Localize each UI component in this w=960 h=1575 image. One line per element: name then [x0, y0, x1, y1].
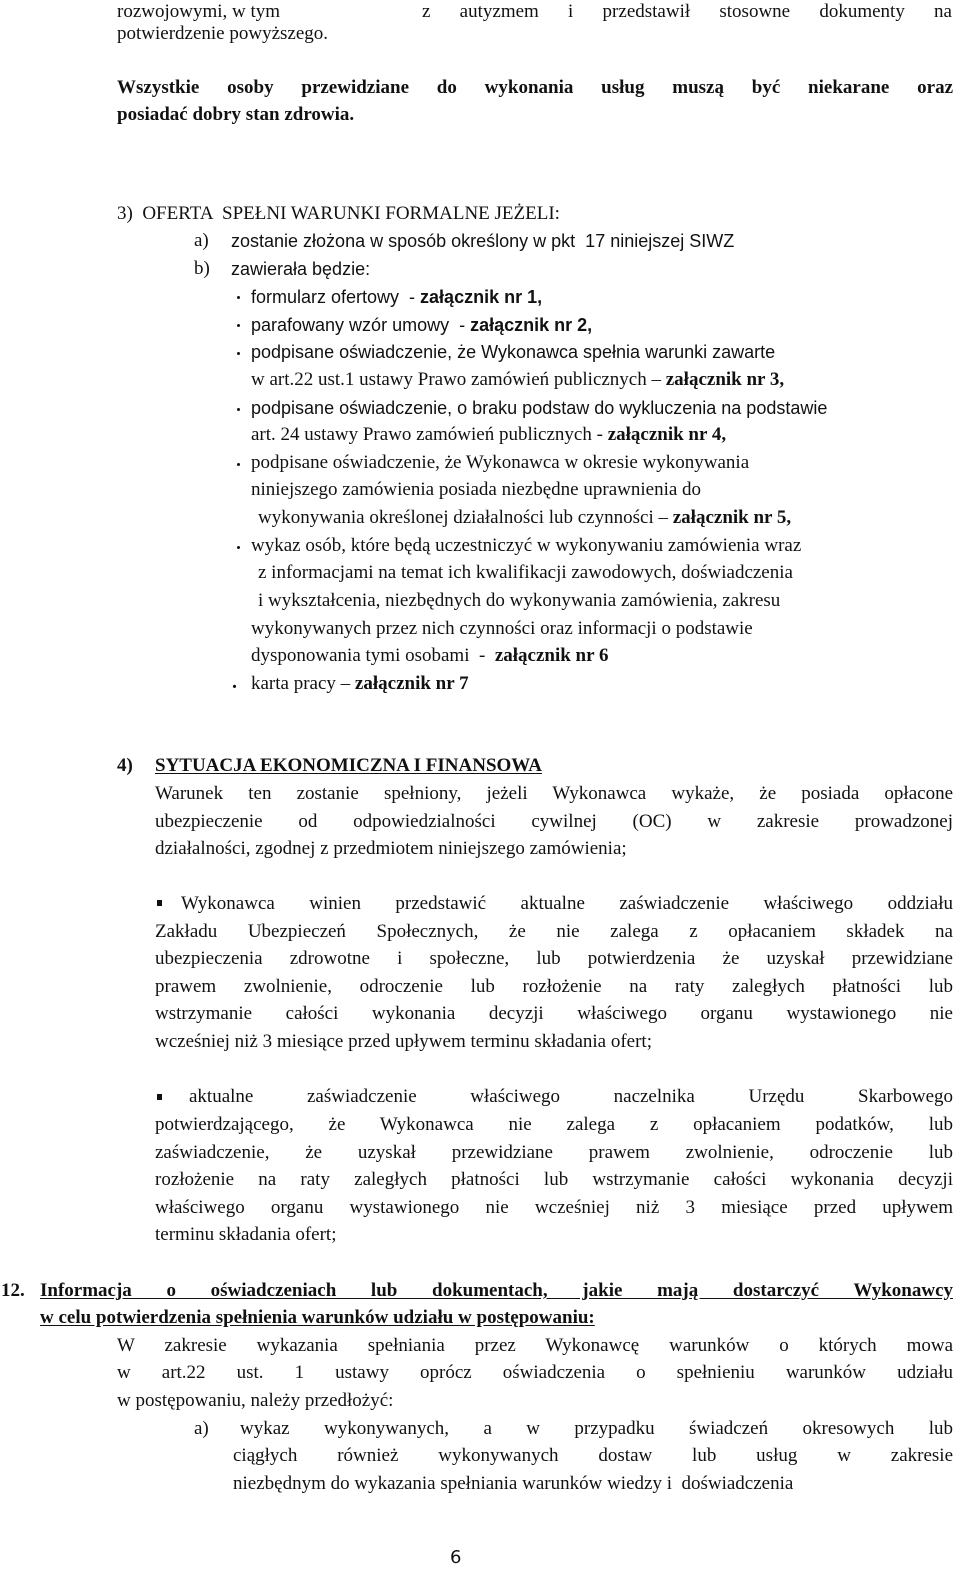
text-line: posiadać dobry stan zdrowia. [117, 104, 355, 125]
section-heading: Informacja o oświadczeniach lub dokumentach, jakie mają dostarczyć Wykonawcy [40, 1280, 953, 1301]
bullet-icon [237, 546, 240, 549]
text-line: ubezpieczenie od odpowiedzialności cywilnej (OC) w zakresie prowadzonej [155, 811, 953, 832]
list-item: wykaz osób, które będą uczestniczyć w wykonywaniu zamówienia wraz [251, 535, 802, 556]
bullet-icon [237, 296, 240, 299]
list-item: art. 24 ustawy Prawo zamówień publicznych - załącznik nr 4, [251, 424, 727, 445]
text-line: z autyzmem i przedstawił stosowne dokumenty na [422, 1, 952, 22]
list-item: niniejszego zamówienia posiada niezbędne uprawnienia do [251, 479, 702, 500]
text-line: Wszystkie osoby przewidziane do wykonania usług muszą być niekarane oraz [117, 77, 953, 98]
section-heading: 3) OFERTA SPEŁNI WARUNKI FORMALNE JEŻELI: [117, 203, 560, 224]
text-line: właściwego organu wystawionego nie wcześniej niż 3 miesiące przed upływem [155, 1197, 953, 1218]
list-marker: b) [194, 258, 210, 279]
list-item: ciągłych również wykonywanych dostaw lub usług w zakresie [233, 1445, 953, 1466]
list-item: formularz ofertowy - załącznik nr 1, [251, 287, 543, 307]
bullet-icon [237, 352, 240, 355]
list-item: parafowany wzór umowy - załącznik nr 2, [251, 315, 593, 335]
text-line: Wykonawca winien przedstawić aktualne zaświadczenie właściwego oddziału [181, 893, 953, 914]
list-item: w art.22 ust.1 ustawy Prawo zamówień publicznych – załącznik nr 3, [251, 369, 785, 390]
text-line: wcześniej niż 3 miesiące przed upływem terminu składania ofert; [155, 1031, 652, 1052]
square-bullet-icon [157, 1094, 162, 1100]
text-line: Zakładu Ubezpieczeń Społecznych, że nie zalega z opłacaniem składek na [155, 921, 953, 942]
text-line: ubezpieczenia zdrowotne i społeczne, lub potwierdzenia że uzyskał przewidziane [155, 948, 953, 969]
text-line: terminu składania ofert; [155, 1224, 337, 1245]
text-line: W zakresie wykazania spełniania przez Wykonawcę warunków o których mowa [117, 1335, 953, 1356]
list-marker: 4) [117, 755, 133, 776]
section-heading: SYTUACJA EKONOMICZNA I FINANSOWA [155, 755, 542, 776]
page-number: 6 [450, 1547, 462, 1568]
list-item: wykaz wykonywanych, a w przypadku świadczeń okresowych lub [240, 1418, 953, 1439]
list-item: wykonywanych przez nich czynności oraz informacji o podstawie [251, 618, 753, 639]
list-item: podpisane oświadczenie, że Wykonawca w okresie wykonywania [251, 452, 750, 473]
text-line: w postępowaniu, należy przedłożyć: [117, 1390, 394, 1411]
text-line: potwierdzającego, że Wykonawca nie zalega z opłacaniem podatków, lub [155, 1114, 953, 1135]
list-item: zawierała będzie: [231, 259, 371, 279]
list-item: karta pracy – załącznik nr 7 [251, 673, 469, 694]
text-line: rozwojowymi, w tym [117, 1, 281, 22]
bullet-icon [237, 408, 240, 411]
list-item: wykonywania określonej działalności lub czynności – załącznik nr 5, [258, 507, 792, 528]
text-line: rozłożenie na raty zaległych płatności lub wstrzymanie całości wykonania decyzji [155, 1169, 953, 1190]
list-item: podpisane oświadczenie, o braku podstaw do wykluczenia na podstawie [251, 398, 828, 418]
section-number: 12. [1, 1280, 25, 1301]
text-line: prawem zwolnienie, odroczenie lub rozłożenie na raty zaległych płatności lub [155, 976, 953, 997]
list-item: podpisane oświadczenie, że Wykonawca spełnia warunki zawarte [251, 342, 776, 362]
text-line: działalności, zgodnej z przedmiotem niniejszego zamówienia; [155, 838, 627, 859]
bullet-icon [237, 463, 240, 466]
bullet-icon [237, 324, 240, 327]
list-item: z informacjami na temat ich kwalifikacji zawodowych, doświadczenia [258, 562, 793, 583]
list-item: i wykształcenia, niezbędnych do wykonywania zamówienia, zakresu [258, 590, 781, 611]
list-marker: a) [194, 1418, 209, 1439]
list-item: dysponowania tymi osobami - załącznik nr 6 [251, 645, 609, 666]
list-item: zostanie złożona w sposób określony w pkt 17 niniejszej SIWZ [231, 231, 735, 251]
text-line: Warunek ten zostanie spełniony, jeżeli Wykonawca wykaże, że posiada opłacone [155, 783, 953, 804]
square-bullet-icon [157, 900, 162, 906]
list-marker: . [232, 671, 237, 693]
list-marker: a) [194, 230, 209, 251]
section-heading: w celu potwierdzenia spełnienia warunków udziału w postępowaniu: [40, 1307, 595, 1328]
text-line: aktualne zaświadczenie właściwego naczelnika Urzędu Skarbowego [189, 1086, 953, 1107]
text-line: w art.22 ust. 1 ustawy oprócz oświadczenia o spełnieniu warunków udziału [117, 1362, 953, 1383]
text-line: potwierdzenie powyższego. [117, 23, 329, 44]
text-line: zaświadczenie, że uzyskał przewidziane prawem zwolnienie, odroczenie lub [155, 1142, 953, 1163]
list-item: niezbędnym do wykazania spełniania warunków wiedzy i doświadczenia [233, 1473, 794, 1494]
text-line: wstrzymanie całości wykonania decyzji właściwego organu wystawionego nie [155, 1003, 953, 1024]
